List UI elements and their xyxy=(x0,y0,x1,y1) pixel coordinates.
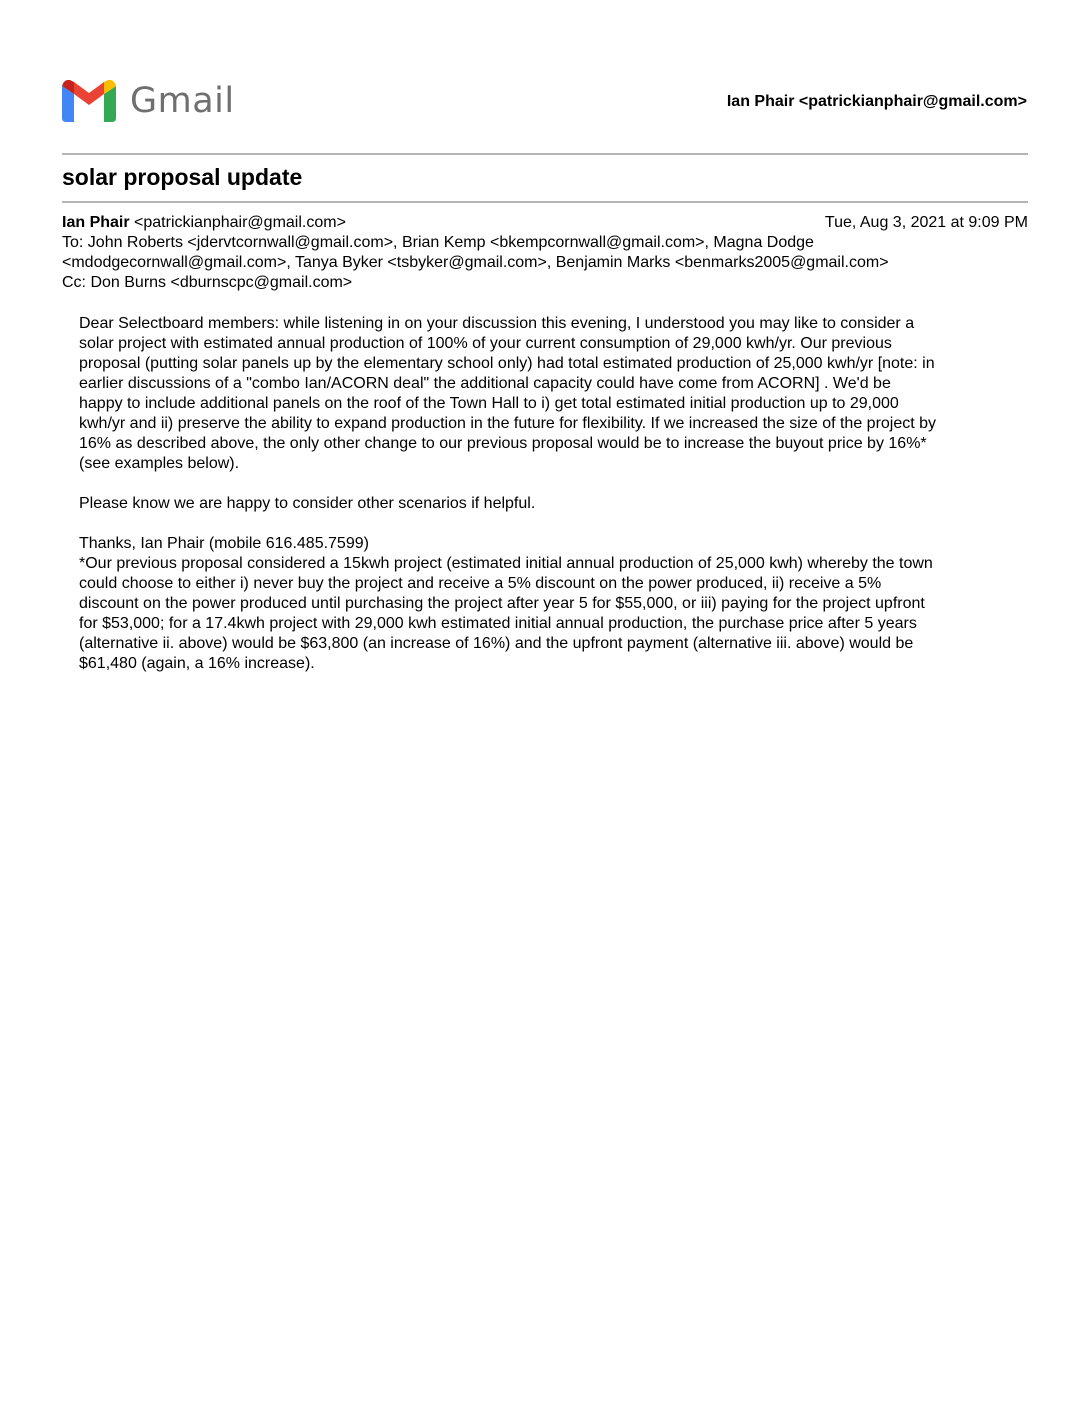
to-recipients-line-2: <mdodgecornwall@gmail.com>, Tanya Byker <tsbyker@gmail.com>, Benjamin Marks <benmarks2005@gmail.com> xyxy=(62,254,889,271)
body-line: proposal (putting solar panels up by the elementary school only) had total estimated production of 25,000 kwh/yr [note: in xyxy=(79,355,935,372)
gmail-wordmark: Gmail xyxy=(130,81,235,121)
footnote-line: *Our previous proposal considered a 15kwh project (estimated initial annual production of 25,000 kwh) whereby the town xyxy=(79,555,933,572)
footnote xyxy=(79,554,1014,674)
sender-email: <patrickianphair@gmail.com> xyxy=(134,214,346,231)
divider-top xyxy=(62,153,1028,155)
email-subject: solar proposal update xyxy=(62,164,303,190)
account-header: Ian Phair <patrickianphair@gmail.com> xyxy=(726,93,1027,110)
body-line: Dear Selectboard members: while listening in on your discussion this evening, I understood you may like to consider a xyxy=(79,315,915,332)
body-line: 16% as described above, the only other change to our previous proposal would be to increase the buyout price by 16%* xyxy=(79,435,927,452)
sender-name: Ian Phair xyxy=(62,214,130,231)
footnote-line: for $53,000; for a 17.4kwh project with 29,000 kwh estimated initial annual production, the purchase price after 5 years xyxy=(79,615,917,632)
body-paragraph-2: Please know we are happy to consider other scenarios if helpful. xyxy=(79,495,536,512)
gmail-m-icon xyxy=(62,80,116,122)
sender xyxy=(62,213,346,233)
to-recipients-line-1: To: John Roberts <jdervtcornwall@gmail.com>, Brian Kemp <bkempcornwall@gmail.com>, Magna Dodge xyxy=(62,234,814,251)
footnote-line: $61,480 (again, a 16% increase). xyxy=(79,655,315,672)
cc-recipients: Cc: Don Burns <dburnscpc@gmail.com> xyxy=(62,274,353,291)
body-line: (see examples below). xyxy=(79,455,240,472)
message-header xyxy=(62,213,1028,293)
divider-subject xyxy=(62,201,1028,203)
message-date: Tue, Aug 3, 2021 at 9:09 PM xyxy=(824,214,1028,231)
body-line: kwh/yr and ii) preserve the ability to expand production in the future for flexibility. If we increased the size of the project by xyxy=(79,415,937,432)
gmail-logo xyxy=(62,80,235,122)
body-line: solar project with estimated annual production of 100% of your current consumption of 29,000 kwh/yr. Our previous xyxy=(79,335,892,352)
footnote-line: (alternative ii. above) would be $63,800 (an increase of 16%) and the upfront payment (alternative iii. above) would be xyxy=(79,635,914,652)
message-body xyxy=(79,314,1014,674)
footnote-line: discount on the power produced until purchasing the project after year 5 for $55,000, or iii) paying for the project upfront xyxy=(79,595,925,612)
body-line: happy to include additional panels on the roof of the Town Hall to i) get total estimated initial production up to 29,000 xyxy=(79,395,899,412)
body-paragraph-1 xyxy=(79,314,1014,474)
body-line: earlier discussions of a "combo Ian/ACORN deal" the additional capacity could have come from ACORN] . We'd be xyxy=(79,375,891,392)
footnote-line: could choose to either i) never buy the project and receive a 5% discount on the power produced, ii) receive a 5% xyxy=(79,575,882,592)
signature-line: Thanks, Ian Phair (mobile 616.485.7599) xyxy=(79,535,369,552)
